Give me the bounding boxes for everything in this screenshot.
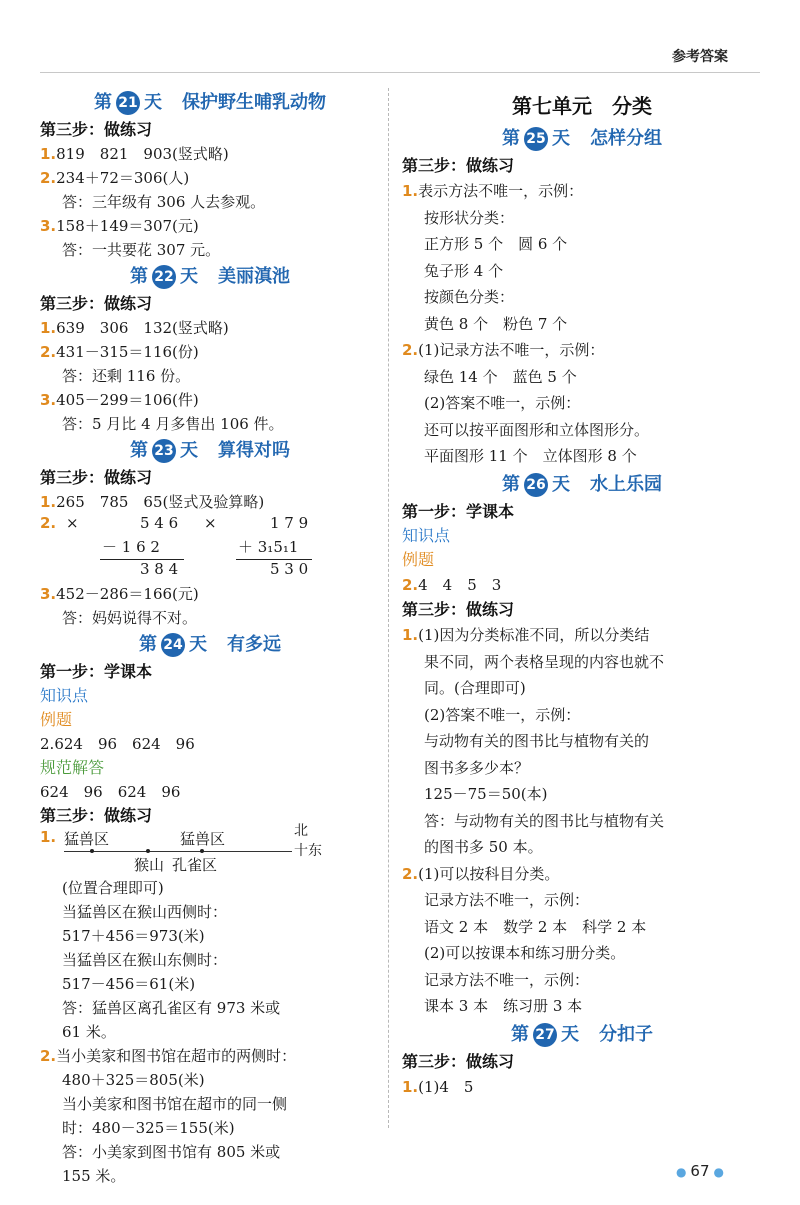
knowledge-point-label: 知识点 — [402, 525, 451, 545]
step-heading: 第三步：做练习 — [402, 600, 515, 619]
answer-line: 2.当小美家和图书馆在超市的两侧时： — [40, 1047, 297, 1065]
diagram-point — [146, 849, 150, 853]
answer-line: 同。(合理即可) — [424, 679, 526, 697]
day-23-title: 第 23 天 算得对吗 — [130, 440, 290, 461]
zoo-position-diagram: 1. 猛兽区 猛兽区 北 十东 猴山 孔雀区 — [40, 823, 322, 874]
answer-line: 答：猛兽区离孔雀区有 973 米或 — [62, 999, 281, 1017]
answer-line: 按颜色分类： — [424, 288, 515, 306]
answer-line: 时：480－325＝155(米) — [62, 1119, 235, 1137]
answer-line: 平面图形 11 个 立体图形 8 个 — [424, 447, 637, 465]
header-rule — [40, 72, 760, 73]
answer-line: 当猛兽区在猴山东侧时： — [62, 951, 228, 969]
answer-line: 3.158＋149＝307(元) — [40, 217, 199, 235]
page-header: 参考答案 — [672, 49, 728, 65]
answer-line: 语文 2 本 数学 2 本 科学 2 本 — [424, 917, 647, 936]
diagram-line — [64, 851, 292, 852]
day-number-badge: 23 — [152, 439, 176, 463]
answer-line: 2.431－315＝116(份) — [40, 343, 199, 361]
day-number-badge: 24 — [161, 633, 185, 657]
answer-line: 按形状分类： — [424, 208, 515, 227]
right-column — [402, 88, 762, 1100]
answer-line: 1.(1)4 5 — [402, 1077, 474, 1096]
answer-line: (位置合理即可) — [62, 879, 164, 897]
day-25-title: 第 25 天 怎样分组 — [502, 128, 662, 149]
example-label: 例题 — [402, 549, 435, 569]
step-heading: 第三步：做练习 — [402, 156, 515, 175]
answer-line: 答：三年级有 306 人去参观。 — [62, 193, 266, 211]
step-heading: 第三步：做练习 — [40, 806, 153, 825]
step-heading: 第一步：学课本 — [40, 662, 153, 681]
answer-line: 当猛兽区在猴山西侧时： — [62, 903, 228, 921]
answer-line: 答：与动物有关的图书比与植物有关 — [424, 811, 665, 830]
diagram-point — [90, 849, 94, 853]
answer-line: 图书多多少本？ — [424, 758, 530, 777]
answer-line: 兔子形 4 个 — [424, 261, 504, 280]
step-heading: 第一步：学课本 — [402, 501, 515, 521]
answer-line: 答：一共要花 307 元。 — [62, 241, 221, 259]
answer-line: 3.452－286＝166(元) — [40, 585, 199, 603]
unit-title: 第七单元 分类 — [512, 94, 652, 118]
answer-line: 61 米。 — [62, 1023, 116, 1041]
answer-line: 2.(1)记录方法不唯一，示例： — [402, 341, 605, 359]
day-number-badge: 21 — [116, 91, 140, 115]
answer-line: 624 96 624 96 — [40, 783, 181, 801]
answer-line: 2.(1)可以按科目分类。 — [402, 864, 560, 883]
answer-line: 125－75＝50(本) — [424, 785, 548, 803]
answer-line: (2)答案不唯一，示例： — [424, 705, 581, 724]
day-26-answers — [402, 622, 762, 1020]
example-label: 例题 — [40, 710, 73, 729]
day-24-title: 第 24 天 有多远 — [139, 634, 281, 655]
answer-line: 记录方法不唯一，示例： — [424, 970, 590, 989]
left-column — [40, 88, 380, 1188]
day-23-answers — [40, 582, 380, 630]
answer-line: 果不同，两个表格呈现的内容也就不 — [424, 652, 665, 671]
answer-line: 1.表示方法不唯一，示例： — [402, 182, 584, 200]
column-divider — [388, 88, 389, 1128]
answer-line: (2)答案不唯一，示例： — [424, 394, 581, 412]
answer-line: 答：妈妈说得不对。 — [62, 609, 198, 627]
day-26-title: 第 26 天 水上乐园 — [502, 473, 662, 495]
answer-line: 517－456＝61(米) — [62, 975, 196, 993]
step-heading: 第三步：做练习 — [40, 468, 153, 487]
answer-line: 1.(1)因为分类标准不同，所以分类结 — [402, 626, 650, 644]
answer-line: 当小美家和图书馆在超市的同一侧 — [62, 1095, 288, 1113]
answer-line: 答：5 月比 4 月多售出 106 件。 — [62, 415, 284, 433]
answer-line: 2.234＋72＝306(人) — [40, 169, 190, 187]
step-heading: 第三步：做练习 — [402, 1051, 515, 1071]
answer-line: 3.405－299＝106(件) — [40, 391, 199, 409]
vertical-calculation: 2. × 5 4 6 － 1 6 2 3 8 4 × 1 7 9 ＋ 3₁5₁1 5 3 0 — [40, 514, 380, 582]
day-22-answers — [40, 316, 380, 436]
knowledge-point-label: 知识点 — [40, 686, 89, 705]
answer-line: 2.624 96 624 96 — [40, 735, 195, 753]
standard-answer-label: 规范解答 — [40, 758, 105, 777]
answer-line: 1.819 821 903(竖式略) — [40, 145, 229, 163]
day-22-title: 第 22 天 美丽滇池 — [130, 266, 290, 287]
day-25-answers — [402, 178, 762, 470]
answer-line: 正方形 5 个 圆 6 个 — [424, 235, 568, 253]
answer-line: 答：小美家到图书馆有 805 米或 — [62, 1143, 281, 1161]
answer-line: 155 米。 — [62, 1167, 126, 1185]
answer-line: 黄色 8 个 粉色 7 个 — [424, 314, 568, 333]
page-number: ● 67 ● — [675, 1162, 724, 1180]
day-number-badge: 22 — [152, 265, 176, 289]
answer-line: 与动物有关的图书比与植物有关的 — [424, 732, 650, 750]
day-number-badge: 26 — [524, 473, 548, 497]
day-24-answers — [40, 876, 380, 1188]
answer-line: 517＋456＝973(米) — [62, 927, 205, 945]
answer-line: 的图书多 50 本。 — [424, 838, 543, 856]
diagram-point — [200, 849, 204, 853]
answer-line: 480＋325＝805(米) — [62, 1071, 205, 1089]
day-27-title: 第 27 天 分扣子 — [511, 1023, 653, 1045]
answer-line: 记录方法不唯一，示例： — [424, 891, 590, 909]
day-21-answers — [40, 142, 380, 262]
answer-line: 1.639 306 132(竖式略) — [40, 319, 229, 337]
answer-line: 1.265 785 65(竖式及验算略) — [40, 493, 265, 511]
answer-line: 课本 3 本 练习册 3 本 — [424, 997, 583, 1015]
step-heading: 第三步：做练习 — [40, 120, 153, 139]
day-number-badge: 27 — [533, 1023, 557, 1047]
answer-line: 2.4 4 5 3 — [402, 575, 502, 594]
answer-line: 还可以按平面图形和立体图形分。 — [424, 420, 650, 439]
answer-line: 答：还剩 116 份。 — [62, 367, 191, 385]
day-number-badge: 25 — [524, 127, 548, 151]
step-heading: 第三步：做练习 — [40, 294, 153, 313]
answer-line: 绿色 14 个 蓝色 5 个 — [424, 367, 577, 386]
day-27-answers — [402, 1074, 762, 1101]
day-21-title: 第 21 天 保护野生哺乳动物 — [94, 92, 326, 113]
answer-line: (2)可以按课本和练习册分类。 — [424, 944, 626, 962]
